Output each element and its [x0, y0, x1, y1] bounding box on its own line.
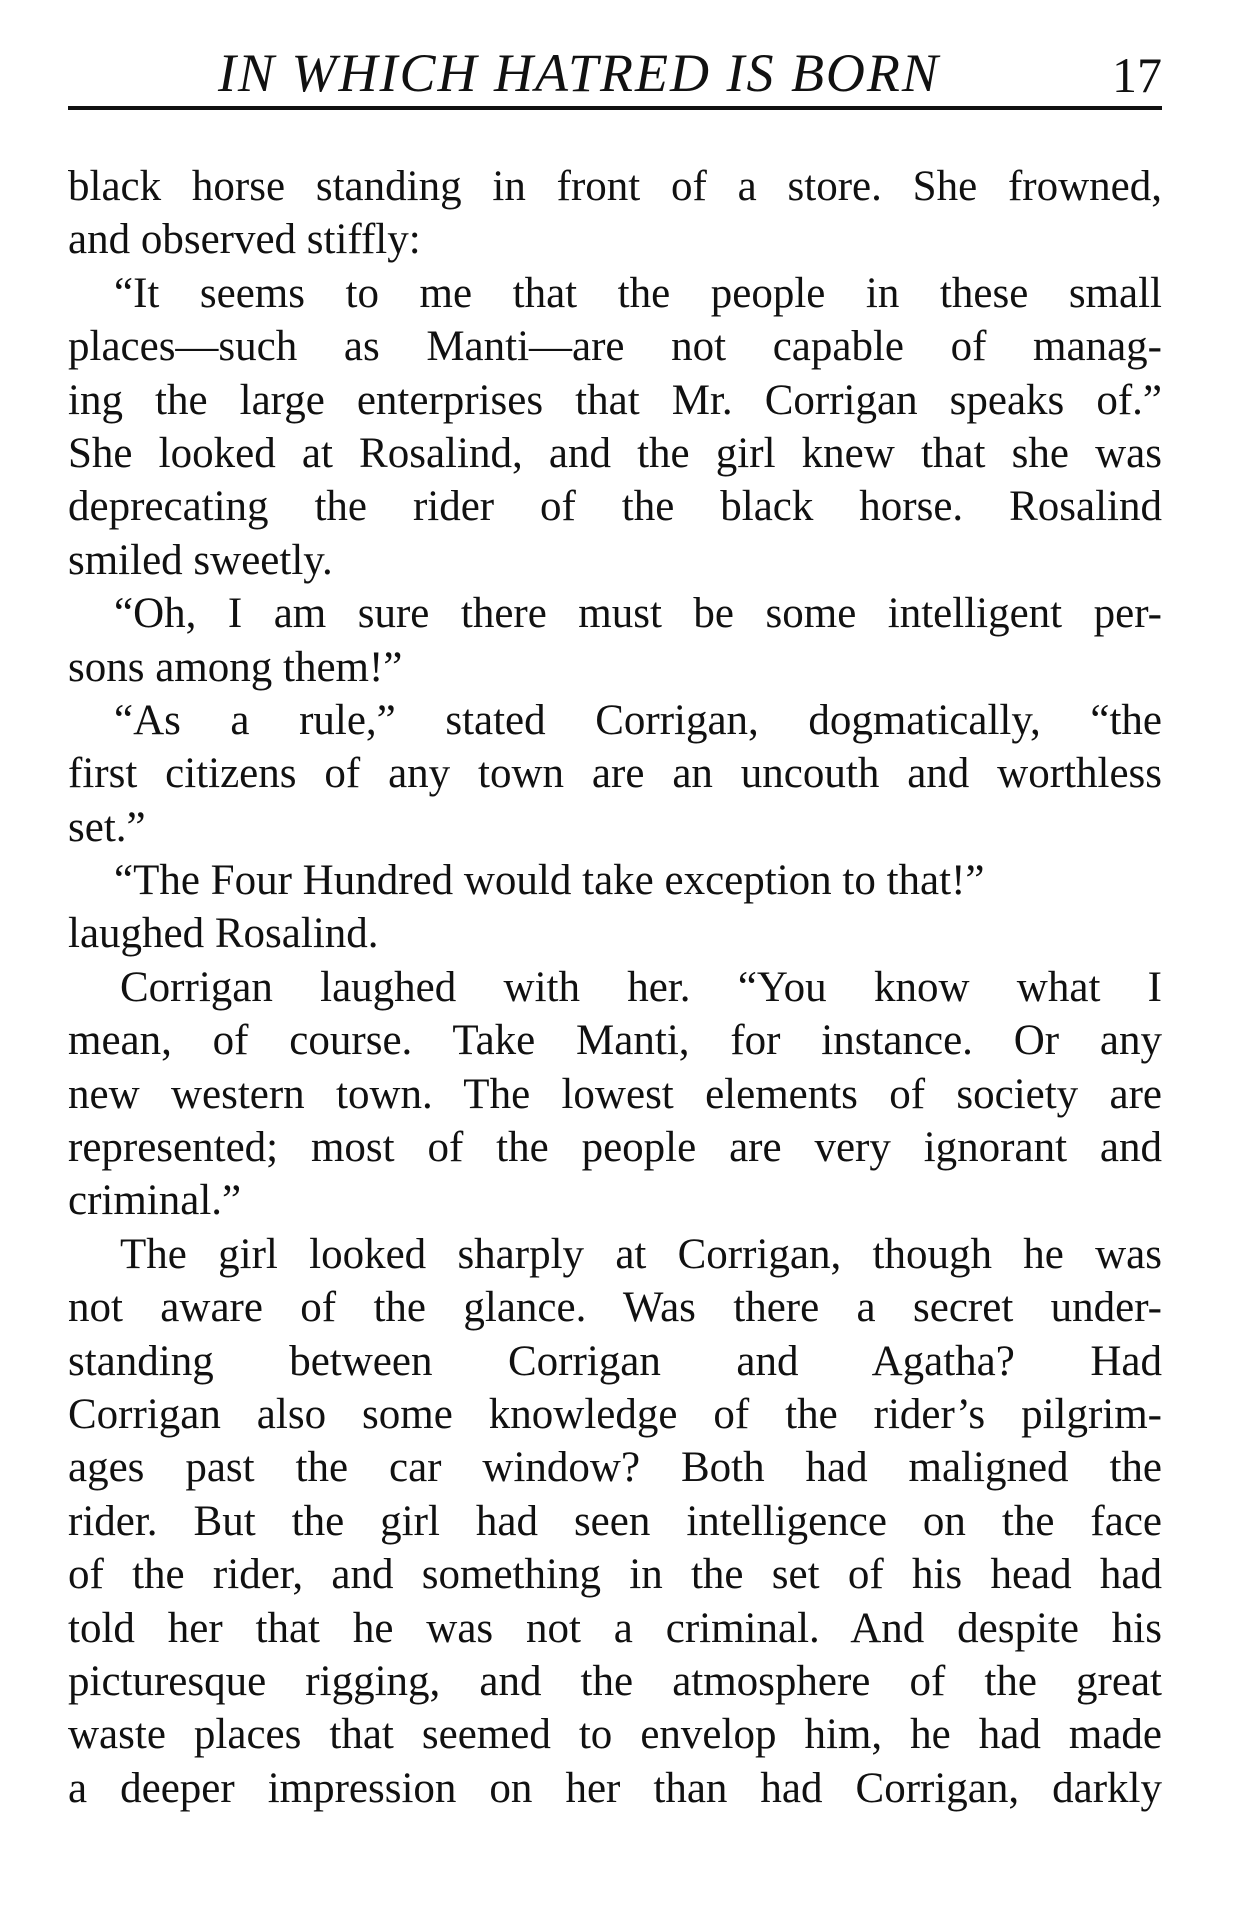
text-line: set.”: [68, 803, 146, 851]
text-line: “It seems to me that the people in these small: [114, 269, 1162, 317]
text-line: Corrigan laughed with her. “You know what I: [120, 963, 1162, 1011]
text-line: She looked at Rosalind, and the girl knew that she was: [68, 429, 1162, 477]
text-line: “As a rule,” stated Corrigan, dogmatically, “the: [114, 696, 1162, 744]
chapter-running-title: IN WHICH HATRED IS BORN: [218, 43, 940, 103]
body-text: [68, 160, 1162, 1815]
text-line: deprecating the rider of the black horse. Rosalind: [68, 483, 1162, 531]
text-line: represented; most of the people are very ignorant and: [68, 1124, 1162, 1172]
text-line: not aware of the glance. Was there a secret under-: [68, 1284, 1162, 1332]
text-line: of the rider, and something in the set of his head had: [68, 1551, 1162, 1599]
text-line: sons among them!”: [68, 643, 403, 691]
text-line: told her that he was not a criminal. And despite his: [68, 1604, 1162, 1652]
text-line: ages past the car window? Both had maligned the: [68, 1444, 1162, 1492]
text-line: places—such as Manti—are not capable of manag-: [68, 323, 1162, 371]
text-line: mean, of course. Take Manti, for instance. Or any: [68, 1017, 1162, 1065]
text-line: waste places that seemed to envelop him, he had made: [68, 1711, 1162, 1759]
text-line: ing the large enterprises that Mr. Corrigan speaks of.”: [68, 376, 1162, 424]
text-line: first citizens of any town are an uncouth and worthless: [68, 750, 1162, 798]
text-line: The girl looked sharply at Corrigan, though he was: [120, 1230, 1162, 1278]
running-head: [68, 38, 1162, 108]
text-line: “Oh, I am sure there must be some intelligent per-: [114, 590, 1162, 638]
text-line: rider. But the girl had seen intelligence on the face: [68, 1497, 1162, 1545]
text-line: criminal.”: [68, 1177, 242, 1225]
text-line: and observed stiffly:: [68, 216, 421, 264]
page-number: 17: [1112, 47, 1162, 103]
text-line: laughed Rosalind.: [68, 910, 379, 958]
text-line: black horse standing in front of a store. She frowned,: [68, 163, 1162, 210]
text-line: standing between Corrigan and Agatha? Had: [68, 1337, 1162, 1385]
text-line: “The Four Hundred would take exception to that!”: [114, 857, 985, 905]
text-line: new western town. The lowest elements of society are: [68, 1070, 1162, 1118]
text-line: a deeper impression on her than had Corrigan, darkly: [68, 1764, 1162, 1812]
text-line: picturesque rigging, and the atmosphere of the great: [68, 1657, 1162, 1705]
text-line: Corrigan also some knowledge of the rider’s pilgrim-: [68, 1390, 1162, 1438]
header-rule: [68, 106, 1162, 110]
text-line: smiled sweetly.: [68, 536, 333, 584]
